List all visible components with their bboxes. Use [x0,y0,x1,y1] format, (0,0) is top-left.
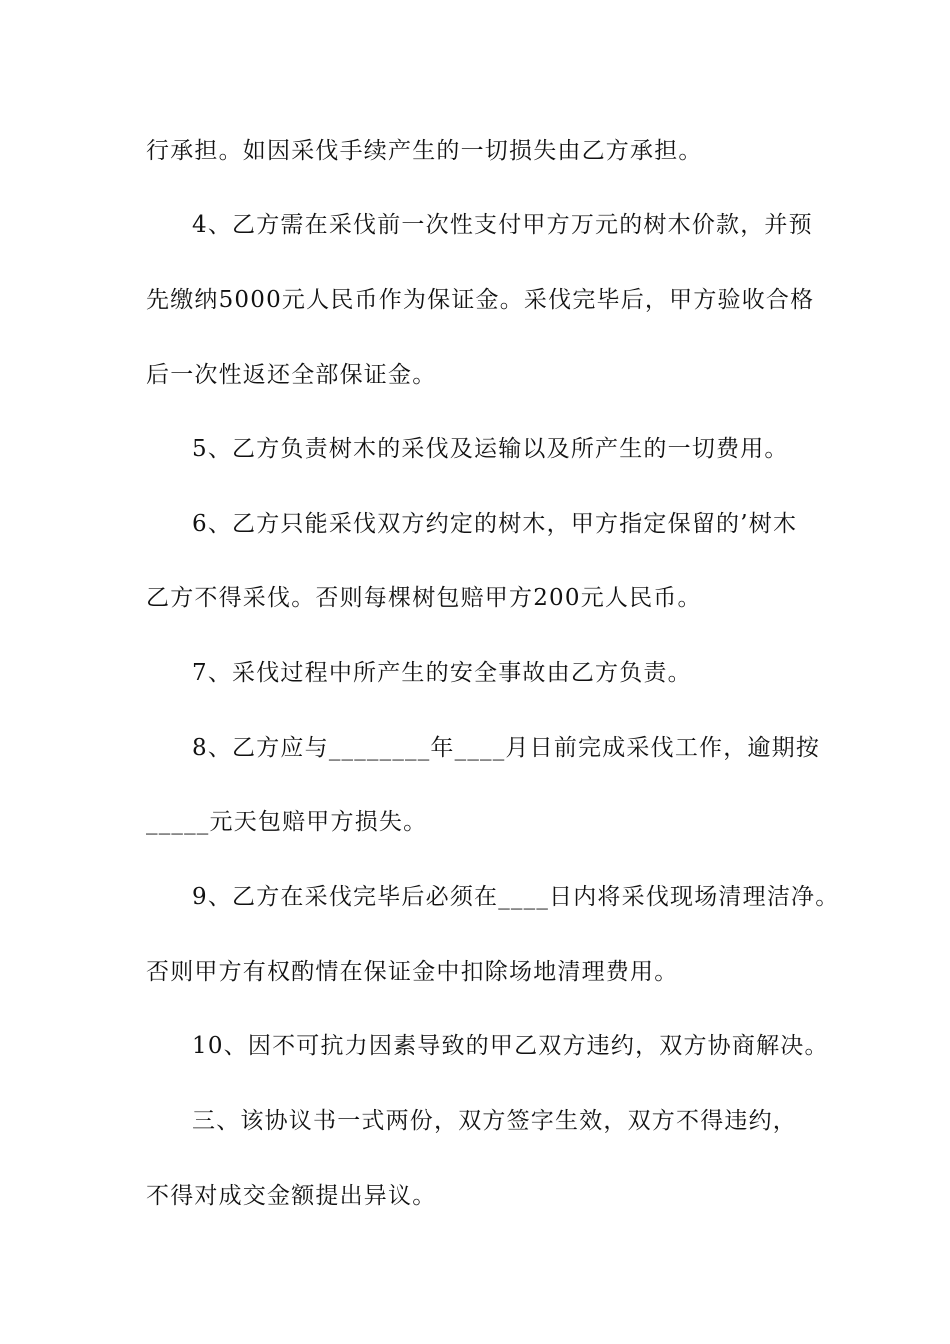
clause-4-line-3: 后一次性返还全部保证金。 [146,362,437,388]
section-3-line-2: 不得对成交金额提出异议。 [146,1183,437,1209]
clause-9-line-2: 否则甲方有权酌情在保证金中扣除场地清理费用。 [146,959,679,985]
clause-6-line-2: 乙方不得采伐。否则每棵树包赔甲方200元人民币。 [146,585,702,611]
clause-8-line-1: 8、乙方应与________年____月日前完成采伐工作，逾期按 [192,735,821,761]
clause-9-line-1: 9、乙方在采伐完毕后必须在____日内将采伐现场清理洁净。 [192,884,840,910]
clause-5-line-1: 5、乙方负责树木的采伐及运输以及所产生的一切费用。 [192,436,789,462]
text-line-1: 行承担。如因采伐手续产生的一切损失由乙方承担。 [146,138,703,164]
clause-10-line-1: 10、因不可抗力因素导致的甲乙双方违约，双方协商解决。 [192,1033,829,1059]
clause-4-line-1: 4、乙方需在采伐前一次性支付甲方万元的树木价款，并预 [192,212,813,238]
section-3-line-1: 三、该协议书一式两份，双方签字生效，双方不得违约， [192,1108,797,1134]
clause-8-line-2: _____元天包赔甲方损失。 [146,809,428,835]
clause-6-line-1: 6、乙方只能采伐双方约定的树木，甲方指定保留的’树木 [192,511,798,537]
clause-4-line-2: 先缴纳5000元人民币作为保证金。采伐完毕后，甲方验收合格 [146,287,815,313]
clause-7-line-1: 7、采伐过程中所产生的安全事故由乙方负责。 [192,660,692,686]
